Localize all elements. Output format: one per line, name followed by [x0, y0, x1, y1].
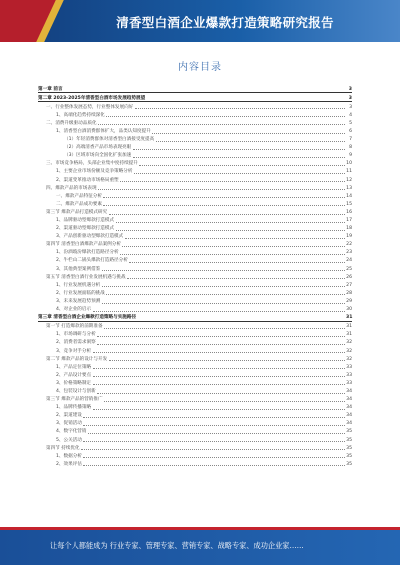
toc-page-number: 23 [346, 250, 352, 256]
toc-leader-dots [97, 393, 344, 394]
toc-entry-text: 5、公关活动 [56, 437, 82, 443]
toc-page-number: 17 [346, 218, 352, 223]
toc-entry-text: 三、市场竞争格局，头部企业集中度持续提升 [46, 161, 138, 167]
toc-entry-text: 一、爆款产品特征分析 [56, 193, 102, 199]
toc-entry[interactable] [38, 126, 352, 134]
toc-leader-dots [102, 303, 345, 304]
toc-page-number: 35 [346, 429, 352, 435]
toc-entry[interactable] [38, 403, 352, 411]
toc-entry-text: 1、数据分析 [56, 453, 82, 459]
toc-page-number: 28 [346, 290, 352, 296]
toc-entry-text: 3、竞争对手分析 [56, 348, 92, 354]
toc-entry[interactable] [38, 118, 352, 126]
toc-leader-dots [102, 270, 345, 271]
toc-entry-text: 2、渠道建设 [56, 413, 82, 419]
toc-entry[interactable] [38, 280, 352, 288]
toc-entry-text: （2）高端清香产品市场表现亮眼 [64, 145, 132, 151]
toc-page-number: 18 [346, 226, 352, 232]
toc-entry-text: 2、行业发展面临的挑战 [56, 290, 105, 296]
toc-entry-text: 3、未来发展趋势预测 [56, 298, 101, 304]
toc-page-number: 31 [346, 324, 352, 330]
footer-banner [0, 527, 400, 565]
toc-leader-dots [97, 344, 344, 345]
toc-entry[interactable] [38, 378, 352, 386]
toc-leader-dots [133, 157, 345, 158]
toc-entry[interactable] [38, 199, 352, 207]
toc-page-number: 6 [349, 128, 352, 134]
toc-leader-dots [93, 368, 345, 369]
toc-leader-dots [152, 133, 344, 134]
toc-leader-dots [83, 465, 344, 466]
toc-entry[interactable] [38, 216, 352, 224]
toc-page-number: 32 [346, 340, 352, 346]
toc-leader-dots [93, 384, 345, 385]
toc-entry[interactable] [38, 346, 352, 354]
toc-page-number: 31 [346, 332, 352, 338]
toc-leader-dots [109, 214, 345, 215]
toc-entry-text: 第四节 清香型白酒爆款产品案例分析 [46, 242, 121, 248]
toc-entry[interactable] [38, 93, 352, 102]
toc-page-number: 34 [346, 397, 352, 403]
toc-entry[interactable] [38, 354, 352, 362]
toc-page-number: 35 [346, 461, 352, 467]
toc-page-number: 26 [346, 274, 352, 280]
toc-page-number: 5 [349, 120, 352, 126]
toc-entry-text: 2、渠道驱动型爆款打造模式 [56, 226, 115, 232]
toc-leader-dots [98, 189, 344, 190]
toc-entry-text: 1、主要企业市场份额及竞争策略分析 [56, 169, 133, 175]
toc-entry-text: 2、产品设计要点 [56, 372, 92, 378]
toc-entry-text: 第二章 2023-2025年清香型白酒市场发展趋势展望 [38, 95, 146, 101]
toc-entry-text: 第一章 前言 [38, 86, 63, 92]
toc-leader-dots [106, 294, 344, 295]
toc-leader-dots [116, 230, 345, 231]
toc-leader-dots [133, 149, 345, 150]
toc-entry-text: 第三节 爆款产品打造模式研究 [46, 209, 108, 215]
toc-entry-text: 1、市场调研与分析 [56, 332, 96, 338]
toc-entry[interactable] [38, 459, 352, 467]
toc-entry-text: 4、数字化营销 [56, 429, 87, 435]
toc-page-number: 25 [346, 266, 352, 272]
toc-entry[interactable] [38, 159, 352, 167]
toc-leader-dots [125, 238, 345, 239]
toc-leader-dots [104, 401, 344, 402]
report-header-banner [0, 0, 400, 42]
toc-entry[interactable] [38, 191, 352, 199]
toc-entry[interactable] [38, 232, 352, 240]
toc-leader-dots [129, 262, 344, 263]
toc-page-number: 3 [348, 86, 352, 92]
toc-entry-text: 一、行业整体发展态势，行业整体发展向好 [46, 104, 134, 110]
toc-leader-dots [103, 197, 344, 198]
toc-page-number: 32 [346, 348, 352, 354]
toc-entry-text: 二、爆款产品成功要素 [56, 201, 102, 207]
toc-entry[interactable] [38, 305, 352, 313]
toc-leader-dots [93, 352, 345, 353]
toc-entry[interactable] [38, 395, 352, 403]
toc-entry[interactable] [38, 256, 352, 264]
toc-entry-text: 3、价格策略制定 [56, 380, 92, 386]
toc-entry[interactable] [38, 322, 352, 330]
toc-entry-text: 1、高端化趋势持续深化 [56, 112, 105, 118]
toc-leader-dots [93, 311, 345, 312]
toc-entry[interactable] [38, 183, 352, 191]
toc-leader-dots [83, 417, 344, 418]
toc-entry[interactable] [38, 443, 352, 451]
toc-leader-dots [139, 165, 344, 166]
toc-page-number: 31 [346, 315, 353, 321]
toc-leader-dots [116, 222, 345, 223]
table-of-contents [38, 84, 352, 467]
toc-page-number: 33 [346, 364, 352, 370]
toc-entry-text: 2、牛栏山二锅头爆款打造路径分析 [56, 258, 128, 264]
toc-entry-text: 1、品牌驱动型爆款打造模式 [56, 218, 115, 223]
toc-leader-dots [102, 286, 345, 287]
report-title: 清香型白酒企业爆款打造策略研究报告 [116, 15, 334, 30]
toc-entry-text: 3、促销活动 [56, 421, 82, 427]
toc-page-number: 19 [346, 234, 352, 240]
toc-leader-dots [83, 425, 344, 426]
toc-entry[interactable] [38, 264, 352, 272]
toc-page-number: 9 [349, 153, 352, 159]
toc-entry[interactable] [38, 451, 352, 459]
toc-entry-text: 1、行业发展机遇分析 [56, 282, 101, 288]
toc-entry-text: 1、产品定位策略 [56, 364, 92, 370]
toc-entry[interactable] [38, 427, 352, 435]
toc-entry[interactable] [38, 240, 352, 248]
toc-entry-text: 四、爆款产品的市场表现 [46, 185, 97, 191]
toc-entry-text: （3）区域市场向全国化扩张加速 [64, 153, 132, 159]
toc-entry-text: 1、清香型白酒消费群体扩大，品类认知度提升 [56, 128, 151, 134]
toc-page-number: 11 [346, 169, 352, 175]
toc-page-number: 33 [346, 380, 352, 386]
toc-entry[interactable] [38, 411, 352, 419]
toc-page-number: 8 [349, 145, 352, 151]
toc-entry[interactable] [38, 224, 352, 232]
toc-entry-text: 3、其他典型案例借鉴 [56, 266, 101, 272]
toc-page-number: 3 [349, 104, 352, 110]
toc-leader-dots [120, 254, 344, 255]
toc-leader-dots [134, 173, 345, 174]
toc-page-number: 15 [346, 201, 352, 207]
toc-entry-text: 1、品牌传播策略 [56, 405, 92, 411]
toc-page-number: 7 [349, 137, 352, 143]
toc-leader-dots [88, 433, 345, 434]
toc-heading: 内容目录 [178, 62, 222, 73]
toc-entry-text: 4、对企业的启示 [56, 307, 92, 313]
toc-entry[interactable] [38, 84, 352, 93]
toc-entry-text: 3、产品创新驱动型爆款打造模式 [56, 234, 124, 240]
toc-entry-text: 第一节 打造爆款的前期准备 [46, 324, 103, 330]
toc-page-number: 33 [346, 372, 352, 378]
toc-entry-text: 第二节 爆款产品的设计与开发 [46, 356, 108, 362]
toc-leader-dots [104, 328, 344, 329]
toc-page-number: 29 [346, 298, 352, 304]
toc-entry[interactable] [38, 151, 352, 159]
toc-leader-dots [109, 360, 345, 361]
toc-entry[interactable] [38, 370, 352, 378]
toc-page-number: 34 [346, 421, 352, 427]
toc-entry[interactable] [38, 330, 352, 338]
toc-entry-text: 第五节 清香型白酒行业发展机遇与挑战 [46, 274, 126, 280]
toc-entry[interactable] [38, 419, 352, 427]
toc-page-number: 34 [346, 388, 352, 394]
toc-page-number: 13 [346, 185, 352, 191]
toc-entry-text: 第三节 爆款产品的营销推广 [46, 397, 103, 403]
toc-entry[interactable] [38, 362, 352, 370]
toc-entry-text: 2、效果评估 [56, 461, 82, 467]
toc-page-number: 10 [346, 161, 352, 167]
toc-entry-text: 第三章 清香型白酒企业爆款打造策略与实施路径 [38, 315, 137, 321]
toc-entry[interactable] [38, 338, 352, 346]
toc-entry[interactable] [38, 288, 352, 296]
toc-page-number: 35 [346, 437, 352, 443]
toc-leader-dots [83, 457, 344, 458]
toc-leader-dots [97, 336, 344, 337]
toc-entry[interactable] [38, 313, 352, 322]
toc-page-number: 30 [346, 307, 352, 313]
toc-entry[interactable] [38, 272, 352, 280]
toc-page-number: 4 [349, 112, 352, 118]
toc-entry[interactable] [38, 435, 352, 443]
toc-entry-text: 第四节 持续优化 [46, 445, 80, 451]
toc-entry[interactable] [38, 167, 352, 175]
toc-entry[interactable] [38, 135, 352, 143]
toc-leader-dots [156, 141, 345, 142]
toc-page-number: 22 [346, 242, 352, 248]
toc-leader-dots [106, 116, 344, 117]
toc-entry-text: 4、包装设计与创新 [56, 388, 96, 394]
toc-entry[interactable] [38, 386, 352, 394]
toc-entry-text: 2、消费者需求洞察 [56, 340, 96, 346]
toc-page-number: 35 [346, 453, 352, 459]
toc-entry[interactable] [38, 102, 352, 110]
toc-leader-dots [127, 278, 344, 279]
toc-leader-dots [93, 376, 345, 377]
toc-entry[interactable] [38, 110, 352, 118]
toc-entry-text: 1、汾酒玻汾爆款打造路径分析 [56, 250, 119, 256]
toc-leader-dots [83, 441, 344, 442]
toc-leader-dots [122, 246, 344, 247]
toc-page-number: 32 [346, 356, 352, 362]
toc-entry-text: （1）年轻消费群体对清香型白酒接受度提高 [64, 137, 155, 143]
toc-page-number: 14 [346, 193, 352, 199]
toc-page-number: 34 [346, 413, 352, 419]
toc-leader-dots [103, 205, 344, 206]
toc-entry-text: 2、渠道变革推动市场格局重塑 [56, 177, 119, 183]
toc-page-number: 3 [348, 95, 352, 101]
footer-slogan: 让每个人都能成为 行业专家、管理专家、营销专家、战略专家、成功企业家…… [50, 541, 304, 550]
toc-leader-dots [98, 124, 344, 125]
toc-page-number: 24 [346, 258, 352, 264]
toc-entry[interactable] [38, 175, 352, 183]
toc-page-number: 35 [346, 445, 352, 451]
toc-page-number: 16 [346, 209, 352, 215]
toc-entry-text: 二、消费升级驱动品质化 [46, 120, 97, 126]
toc-leader-dots [120, 181, 344, 182]
toc-entry[interactable] [38, 207, 352, 215]
toc-page-number: 27 [346, 282, 352, 288]
toc-leader-dots [135, 108, 345, 109]
toc-leader-dots [81, 449, 344, 450]
toc-page-number: 12 [346, 177, 352, 183]
footer-accent-bar [0, 527, 400, 530]
toc-entry[interactable] [38, 143, 352, 151]
toc-leader-dots [93, 409, 345, 410]
toc-entry[interactable] [38, 296, 352, 304]
toc-entry[interactable] [38, 248, 352, 256]
toc-page-number: 34 [346, 405, 352, 411]
